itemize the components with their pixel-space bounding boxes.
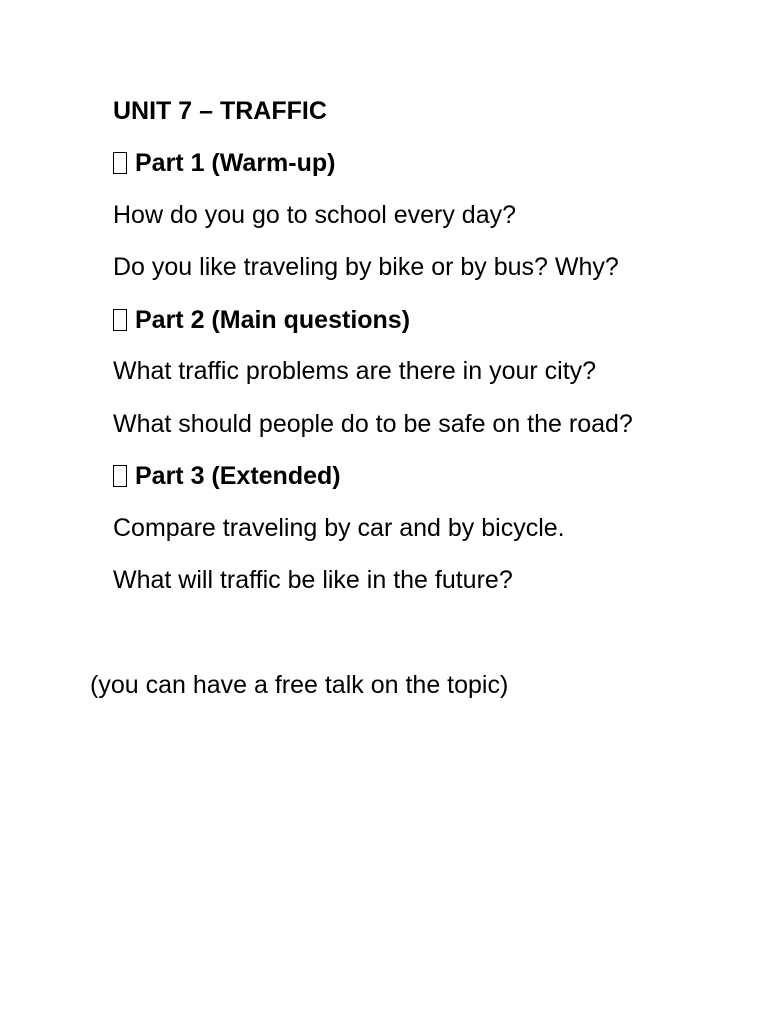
- question-item: What will traffic be like in the future?: [113, 566, 513, 594]
- question-item: What traffic problems are there in your city?: [113, 357, 597, 385]
- section-heading-label: Part 1 (Warm-up): [135, 149, 336, 177]
- section-heading-label: Part 3 (Extended): [135, 462, 341, 490]
- footer-note: (you can have a free talk on the topic): [90, 671, 509, 699]
- unit-title: UNIT 7 – TRAFFIC: [113, 97, 327, 125]
- question-item: Do you like traveling by bike or by bus? Why?: [113, 253, 619, 281]
- missing-glyph-icon: [113, 309, 127, 331]
- question-item: Compare traveling by car and by bicycle.: [113, 514, 565, 542]
- section-heading-part-2: [113, 305, 410, 335]
- question-item: What should people do to be safe on the road?: [113, 410, 633, 438]
- question-item: How do you go to school every day?: [113, 201, 517, 229]
- missing-glyph-icon: [113, 465, 127, 487]
- missing-glyph-icon: [113, 152, 127, 174]
- section-heading-part-1: [113, 148, 335, 178]
- section-heading-part-3: [113, 461, 341, 491]
- section-heading-label: Part 2 (Main questions): [135, 306, 411, 334]
